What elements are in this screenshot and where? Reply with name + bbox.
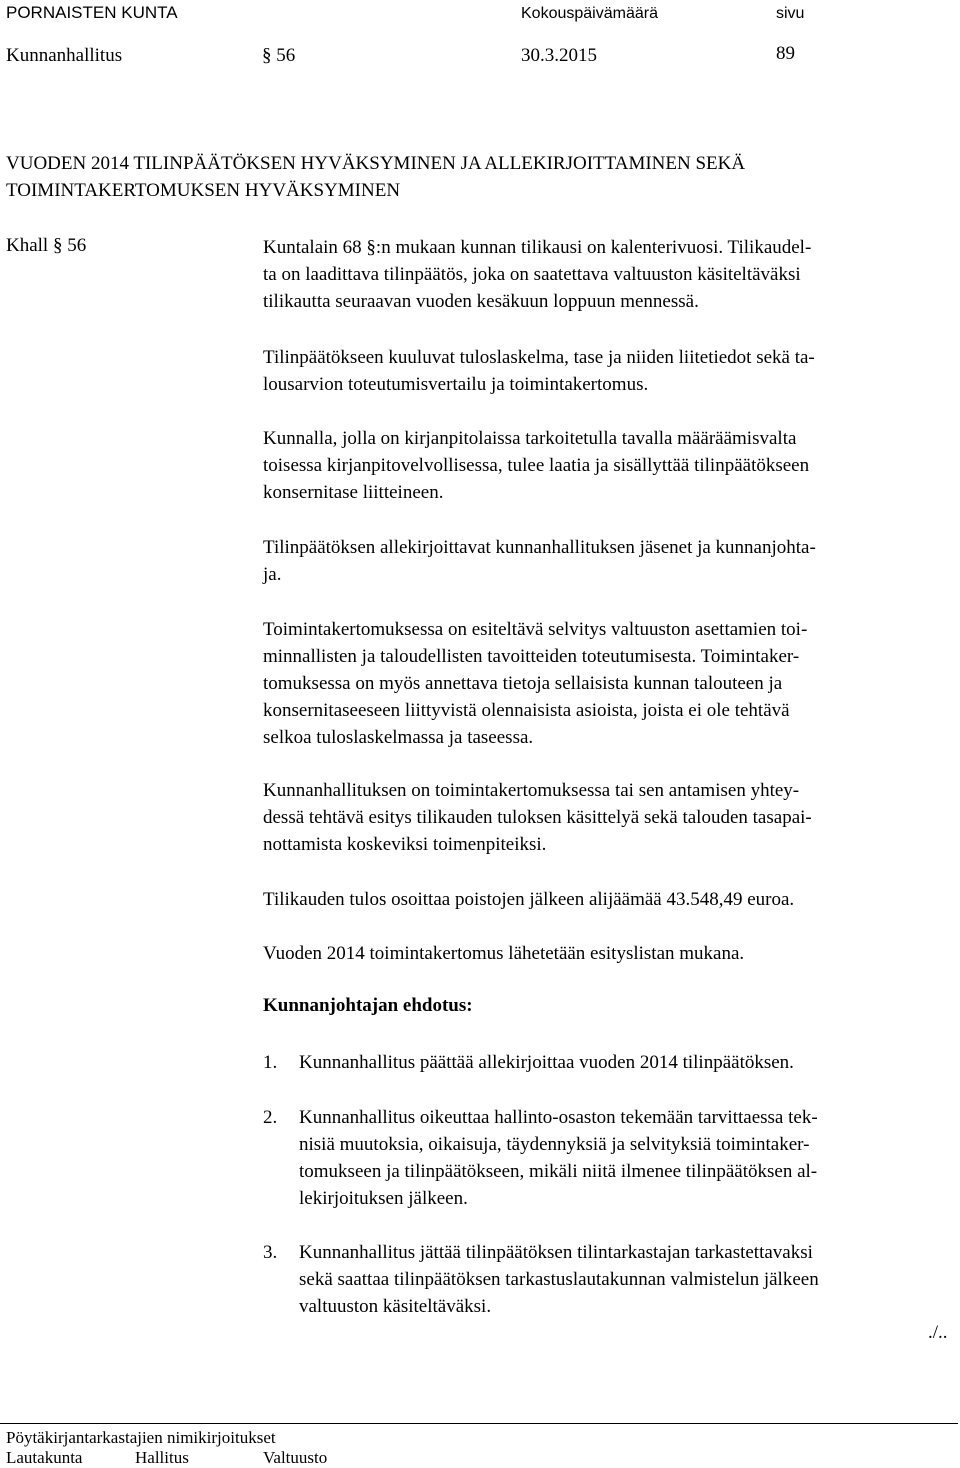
meeting-date: 30.3.2015 <box>521 45 597 66</box>
org-name: PORNAISTEN KUNTA <box>6 3 178 22</box>
footer-divider <box>0 1423 958 1424</box>
signatures-label: Pöytäkirjantarkastajien nimikirjoitukset <box>6 1428 276 1447</box>
paragraph-line: minnallisten ja taloudellisten tavoitteiden toteutumisesta. Toimintaker- <box>263 646 800 667</box>
paragraph-line: Kuntalain 68 §:n mukaan kunnan tilikausi on kalenterivuosi. Tilikaudel- <box>263 237 812 258</box>
item-line: Kunnanhallitus jättää tilinpäätöksen tilintarkastajan tarkastettavaksi <box>299 1242 813 1263</box>
paragraph-line: toisessa kirjanpitovelvollisessa, tulee laatia ja sisällyttää tilinpäätökseen <box>263 455 810 476</box>
item-number: 3. <box>263 1242 278 1263</box>
paragraph-attachment <box>263 940 953 967</box>
item-number: 1. <box>263 1052 278 1073</box>
paragraph-line: Toimintakertomuksessa on esiteltävä selvitys valtuuston asettamien toi- <box>263 619 808 640</box>
paragraph-contents <box>263 344 953 398</box>
footer-col-council: Valtuusto <box>263 1448 328 1467</box>
proposal-heading: Kunnanjohtajan ehdotus: <box>263 995 473 1016</box>
paragraph-fiscal-period <box>263 234 953 315</box>
footer-col-board: Lautakunta <box>6 1448 83 1467</box>
list-item <box>299 1104 954 1212</box>
page-label: sivu <box>776 5 805 22</box>
paragraph-activity-report <box>263 616 953 751</box>
item-line: valtuuston käsiteltäväksi. <box>299 1296 492 1317</box>
title-line-2: TOIMINTAKERTOMUKSEN HYVÄKSYMINEN <box>6 180 401 201</box>
paragraph-line: dessä tehtävä esitys tilikauden tuloksen käsittelyä sekä talouden tasapai- <box>263 807 812 828</box>
item-number: 2. <box>263 1107 278 1128</box>
body-name: Kunnanhallitus <box>6 45 123 66</box>
paragraph-line: Kunnalla, jolla on kirjanpitolaissa tarkoitetulla tavalla määräämisvalta <box>263 428 797 449</box>
item-line: Kunnanhallitus oikeuttaa hallinto-osaston tekemään tarvittaessa tek- <box>299 1107 818 1128</box>
item-line: tomukseen ja tilinpäätökseen, mikäli niitä ilmenee tilinpäätöksen al- <box>299 1161 818 1182</box>
ref-label: Khall § 56 <box>6 235 87 256</box>
page-number: 89 <box>776 43 795 64</box>
paragraph-line: tilikautta seuraavan vuoden kesäkuun loppuun mennessä. <box>263 291 699 312</box>
date-label: Kokouspäivämäärä <box>521 5 658 22</box>
item-line: sekä saattaa tilinpäätöksen tarkastuslautakunnan valmistelun jälkeen <box>299 1269 819 1290</box>
item-line: Kunnanhallitus päättää allekirjoittaa vuoden 2014 tilinpäätöksen. <box>299 1052 794 1073</box>
paragraph-signatories <box>263 534 953 588</box>
paragraph-result <box>263 886 953 913</box>
paragraph-line: Vuoden 2014 toimintakertomus lähetetään esityslistan mukana. <box>263 943 745 964</box>
item-line: lekirjoituksen jälkeen. <box>299 1188 468 1209</box>
paragraph-line: Tilinpäätökseen kuuluvat tuloslaskelma, tase ja niiden liitetiedot sekä ta- <box>263 347 815 368</box>
paragraph-line: nottamista koskeviksi toimenpiteiksi. <box>263 834 547 855</box>
paragraph-line: Tilikauden tulos osoittaa poistojen jälkeen alijäämää 43.548,49 euroa. <box>263 889 795 910</box>
item-line: nisiä muutoksia, oikaisuja, täydennyksiä ja selvityksiä toimintaker- <box>299 1134 810 1155</box>
paragraph-line: tomuksessa on myös annettava tietoja sellaisista kunnan talouteen ja <box>263 673 783 694</box>
title-line-1: VUODEN 2014 TILINPÄÄTÖKSEN HYVÄKSYMINEN JA ALLEKIRJOITTAMINEN SEKÄ <box>6 153 746 174</box>
list-item <box>299 1239 954 1320</box>
section-number: § 56 <box>262 45 296 66</box>
paragraph-line: selkoa tuloslaskelmassa ja taseessa. <box>263 727 534 748</box>
footer-col-government: Hallitus <box>135 1448 189 1467</box>
paragraph-line: ta on laadittava tilinpäätös, joka on saatettava valtuuston käsiteltäväksi <box>263 264 801 285</box>
paragraph-line: Tilinpäätöksen allekirjoittavat kunnanhallituksen jäsenet ja kunnanjohta- <box>263 537 816 558</box>
list-item <box>299 1049 954 1076</box>
paragraph-line: Kunnanhallituksen on toimintakertomuksessa tai sen antamisen yhtey- <box>263 780 800 801</box>
paragraph-line: konsernitaseeseen liittyvistä olennaisista asioista, joista ei ole tehtävä <box>263 700 790 721</box>
paragraph-result-handling <box>263 777 953 858</box>
paragraph-line: lousarvion toteutumisvertailu ja toimintakertomus. <box>263 374 649 395</box>
paragraph-line: ja. <box>263 564 282 585</box>
paragraph-consolidated <box>263 425 953 506</box>
paragraph-line: konsernitase liitteineen. <box>263 482 444 503</box>
continuation-mark: ./.. <box>928 1322 948 1343</box>
